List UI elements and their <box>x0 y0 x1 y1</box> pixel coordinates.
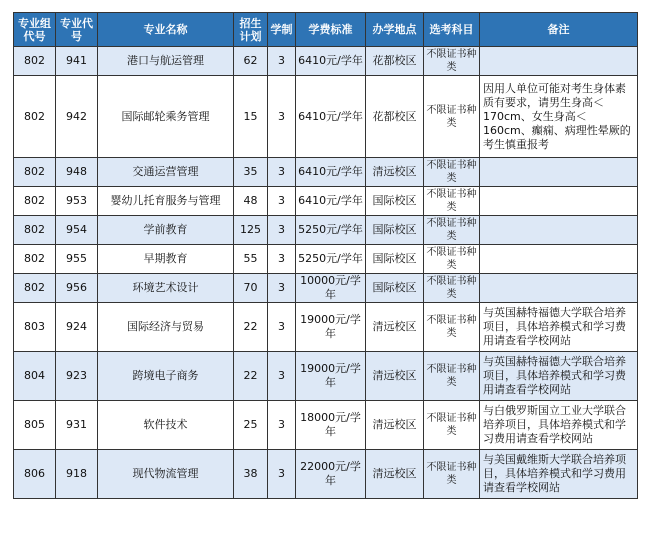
group-code: 802 <box>14 245 56 274</box>
remark: 因用人单位可能对考生身体素质有要求，请男生身高＜170cm、女生身高＜160cm、癫痫、病理性晕厥的考生慎重报考 <box>480 76 638 158</box>
major-name: 国际邮轮乘务管理 <box>98 76 234 158</box>
group-code: 802 <box>14 47 56 76</box>
study-years: 3 <box>268 450 296 499</box>
remark <box>480 216 638 245</box>
remark <box>480 47 638 76</box>
enroll-plan: 48 <box>234 187 268 216</box>
header-cell: 备注 <box>480 13 638 47</box>
major-name: 学前教育 <box>98 216 234 245</box>
table-row <box>14 303 638 352</box>
tuition-fee: 10000元/学年 <box>296 274 366 303</box>
table-row <box>14 158 638 187</box>
enroll-plan: 62 <box>234 47 268 76</box>
group-code: 802 <box>14 158 56 187</box>
elective-subject: 不限证书种类 <box>424 76 480 158</box>
remark <box>480 187 638 216</box>
enroll-plan: 70 <box>234 274 268 303</box>
elective-subject: 不限证书种类 <box>424 303 480 352</box>
enroll-plan: 38 <box>234 450 268 499</box>
campus: 清远校区 <box>366 401 424 450</box>
major-name: 国际经济与贸易 <box>98 303 234 352</box>
major-name: 交通运营管理 <box>98 158 234 187</box>
major-name: 环境艺术设计 <box>98 274 234 303</box>
table-row <box>14 274 638 303</box>
major-code: 953 <box>56 187 98 216</box>
tuition-fee: 6410元/学年 <box>296 158 366 187</box>
campus: 清远校区 <box>366 303 424 352</box>
elective-subject: 不限证书种类 <box>424 245 480 274</box>
group-code: 803 <box>14 303 56 352</box>
enroll-plan: 125 <box>234 216 268 245</box>
table-row <box>14 187 638 216</box>
enroll-plan: 35 <box>234 158 268 187</box>
table-row <box>14 450 638 499</box>
campus: 国际校区 <box>366 245 424 274</box>
elective-subject: 不限证书种类 <box>424 47 480 76</box>
major-code: 956 <box>56 274 98 303</box>
elective-subject: 不限证书种类 <box>424 401 480 450</box>
campus: 清远校区 <box>366 450 424 499</box>
major-code: 924 <box>56 303 98 352</box>
table-row <box>14 47 638 76</box>
remark <box>480 158 638 187</box>
campus: 国际校区 <box>366 216 424 245</box>
group-code: 802 <box>14 187 56 216</box>
table-row <box>14 401 638 450</box>
major-name: 现代物流管理 <box>98 450 234 499</box>
group-code: 802 <box>14 274 56 303</box>
elective-subject: 不限证书种类 <box>424 352 480 401</box>
remark <box>480 245 638 274</box>
tuition-fee: 19000元/学年 <box>296 303 366 352</box>
elective-subject: 不限证书种类 <box>424 274 480 303</box>
tuition-fee: 6410元/学年 <box>296 47 366 76</box>
tuition-fee: 19000元/学年 <box>296 352 366 401</box>
tuition-fee: 22000元/学年 <box>296 450 366 499</box>
major-code: 941 <box>56 47 98 76</box>
header-cell: 办学地点 <box>366 13 424 47</box>
group-code: 805 <box>14 401 56 450</box>
header-row <box>14 13 638 47</box>
tuition-fee: 18000元/学年 <box>296 401 366 450</box>
elective-subject: 不限证书种类 <box>424 216 480 245</box>
major-code: 931 <box>56 401 98 450</box>
study-years: 3 <box>268 47 296 76</box>
admission-table-wrapper <box>13 12 638 499</box>
major-code: 955 <box>56 245 98 274</box>
campus: 花都校区 <box>366 76 424 158</box>
study-years: 3 <box>268 352 296 401</box>
enroll-plan: 22 <box>234 352 268 401</box>
major-code: 923 <box>56 352 98 401</box>
major-name: 跨境电子商务 <box>98 352 234 401</box>
study-years: 3 <box>268 187 296 216</box>
table-row <box>14 245 638 274</box>
elective-subject: 不限证书种类 <box>424 450 480 499</box>
enroll-plan: 15 <box>234 76 268 158</box>
remark: 与英国赫特福德大学联合培养项目，具体培养模式和学习费用请查看学校网站 <box>480 352 638 401</box>
campus: 花都校区 <box>366 47 424 76</box>
major-name: 港口与航运管理 <box>98 47 234 76</box>
major-name: 婴幼儿托育服务与管理 <box>98 187 234 216</box>
remark: 与英国赫特福德大学联合培养项目，具体培养模式和学习费用请查看学校网站 <box>480 303 638 352</box>
group-code: 802 <box>14 216 56 245</box>
group-code: 806 <box>14 450 56 499</box>
campus: 清远校区 <box>366 352 424 401</box>
admission-table <box>13 12 638 499</box>
study-years: 3 <box>268 216 296 245</box>
major-code: 954 <box>56 216 98 245</box>
enroll-plan: 22 <box>234 303 268 352</box>
enroll-plan: 25 <box>234 401 268 450</box>
study-years: 3 <box>268 274 296 303</box>
remark: 与美国戴维斯大学联合培养项目，具体培养模式和学习费用请查看学校网站 <box>480 450 638 499</box>
header-cell: 学费标准 <box>296 13 366 47</box>
study-years: 3 <box>268 401 296 450</box>
header-cell: 专业名称 <box>98 13 234 47</box>
tuition-fee: 6410元/学年 <box>296 76 366 158</box>
enroll-plan: 55 <box>234 245 268 274</box>
header-cell: 选考科目 <box>424 13 480 47</box>
elective-subject: 不限证书种类 <box>424 158 480 187</box>
major-code: 942 <box>56 76 98 158</box>
header-cell: 招生计划 <box>234 13 268 47</box>
header-cell: 学制 <box>268 13 296 47</box>
tuition-fee: 6410元/学年 <box>296 187 366 216</box>
elective-subject: 不限证书种类 <box>424 187 480 216</box>
major-name: 早期教育 <box>98 245 234 274</box>
study-years: 3 <box>268 245 296 274</box>
campus: 清远校区 <box>366 158 424 187</box>
study-years: 3 <box>268 303 296 352</box>
group-code: 804 <box>14 352 56 401</box>
header-cell: 专业组代号 <box>14 13 56 47</box>
tuition-fee: 5250元/学年 <box>296 245 366 274</box>
table-row <box>14 76 638 158</box>
campus: 国际校区 <box>366 274 424 303</box>
header-cell: 专业代号 <box>56 13 98 47</box>
table-row <box>14 216 638 245</box>
major-code: 918 <box>56 450 98 499</box>
major-name: 软件技术 <box>98 401 234 450</box>
study-years: 3 <box>268 158 296 187</box>
remark <box>480 274 638 303</box>
remark: 与白俄罗斯国立工业大学联合培养项目，具体培养模式和学习费用请查看学校网站 <box>480 401 638 450</box>
tuition-fee: 5250元/学年 <box>296 216 366 245</box>
major-code: 948 <box>56 158 98 187</box>
group-code: 802 <box>14 76 56 158</box>
table-row <box>14 352 638 401</box>
study-years: 3 <box>268 76 296 158</box>
campus: 国际校区 <box>366 187 424 216</box>
